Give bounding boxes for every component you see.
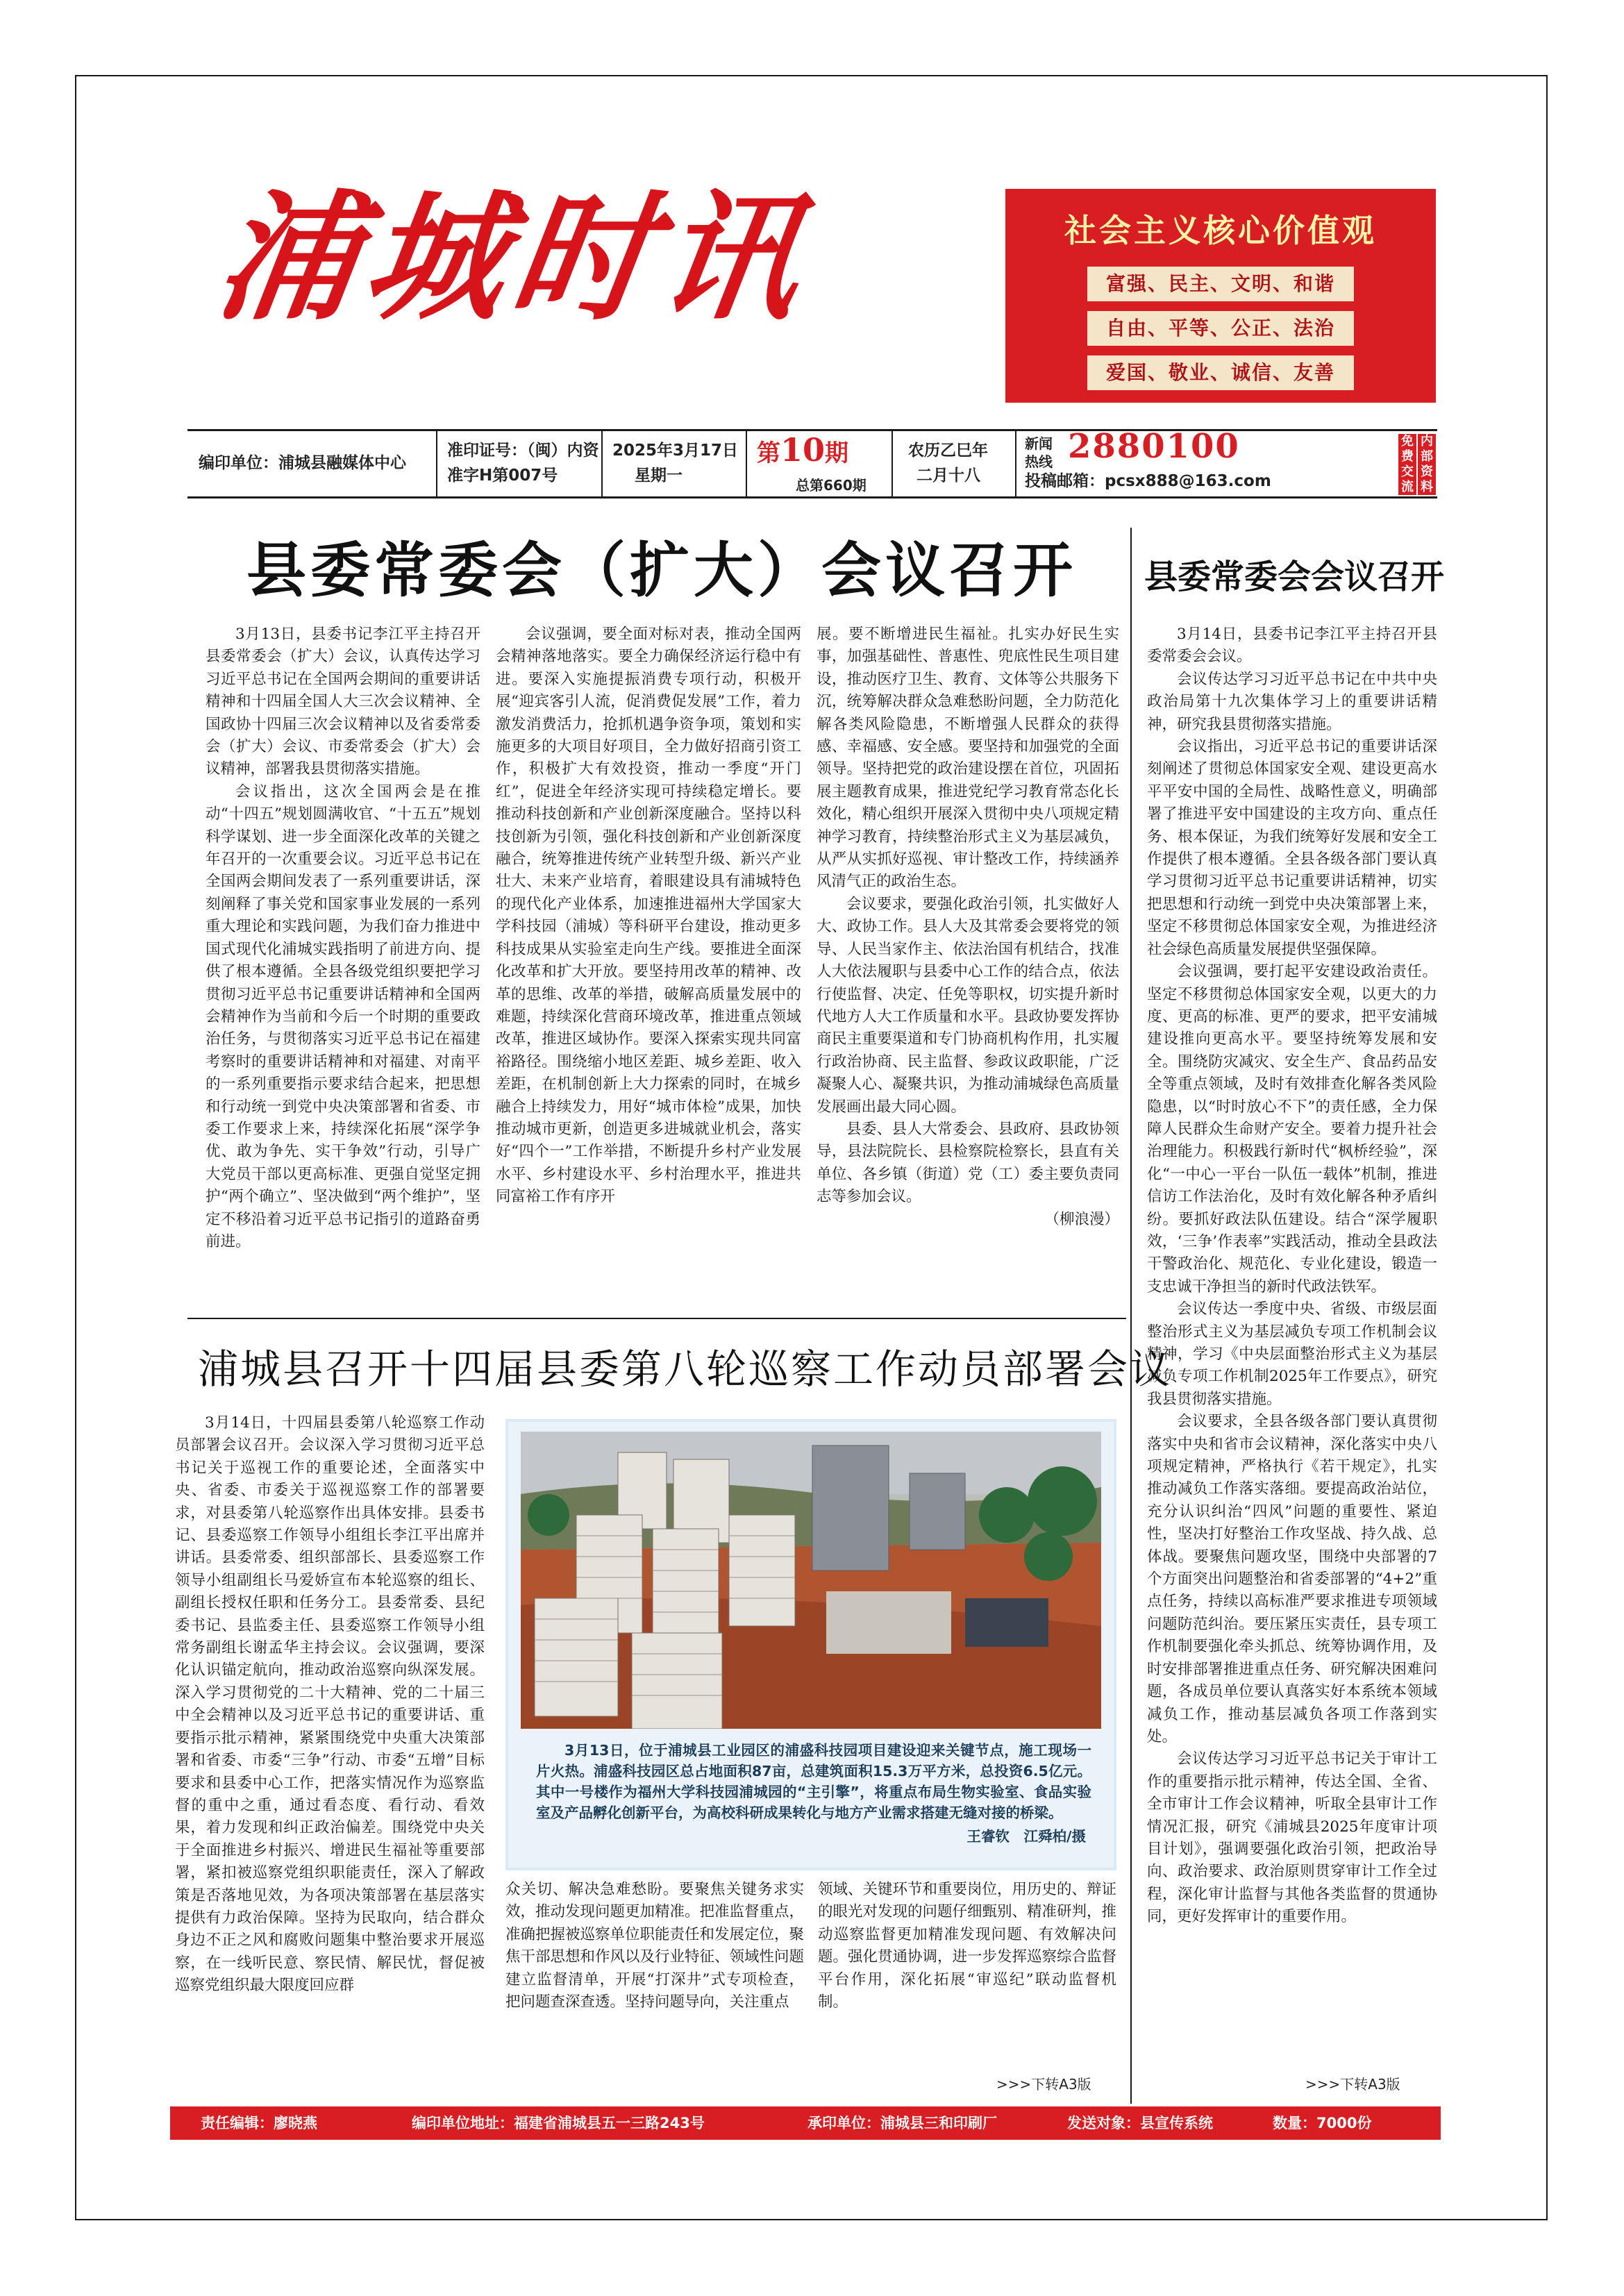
lunar-day: 二月十八	[916, 467, 980, 485]
footer-quantity: 数量：7000份	[1273, 2115, 1372, 2131]
date-cell	[603, 431, 747, 496]
photo-credit: 王睿钦 江舜柏/摄	[966, 1828, 1086, 1845]
issue-total: 总第660期	[796, 477, 867, 494]
core-values-line-1: 富强、民主、文明、和谐	[1087, 267, 1354, 301]
free-exchange-tag: 免费交流	[1398, 434, 1416, 495]
article1-paragraph: 会议强调，要全面对标对表，推动全国两会精神落地落实。要全力确保经济运行稳中有进。要深入实施提振消费专项行动，积极开展“迎宾客引人流，促消费促发展”工作，着力激发消费活力，抢抓机遇争资争项，策划和实施更多的大项目好项目，全力做好招商引资工作，积极扩大有效投资，推动一季度“开门红”，促进全年经济实现可持续稳定增长。要推动科技创新和产业创新深度融合。坚持以科技创新为引领，强化科技创新和产业创新深度融合，统筹推进传统产业转型升级、新兴产业壮大、未来产业培育，着眼建设具有浦城特色的现代化产业体系，加速推进福州大学国家大学科技园（浦城）等科研平台建设，推动更多科技成果从实验室走向生产线。要推进全面深化改革和扩大开放。要坚持用改革的精神、改革的思维、改革的举措，破解高质量发展中的难题，持续深化营商环境改革，推进重点领域改革，推进区域协作。要深入探索实现共同富裕路径。围绕缩小地区差距、城乡差距、收入差距，在机制创新上大力探索的同时，在城乡融合上持续发力，用好“城市体检”成果，加快推动城市更新，创造更多进城就业机会，落实好“四个一”工作举措，不断提升乡村产业发展水平、乡村建设水平、乡村治理水平，推进共同富裕工作有序开	[496, 626, 801, 1206]
hotline-number: 2880100	[1068, 427, 1240, 466]
hotline-label-2: 热线	[1025, 453, 1053, 470]
article1-byline: （柳浪漫）	[1044, 1210, 1119, 1228]
core-values-title: 社会主义核心价值观	[1064, 212, 1377, 249]
footer-bar	[170, 2106, 1441, 2140]
article2-column-1	[175, 1412, 485, 2083]
core-values-box	[1005, 189, 1436, 403]
internal-material-tag: 内部资料	[1418, 434, 1436, 495]
side-article-paragraph: 会议强调，要打起平安建设政治责任。坚定不移贯彻总体国家安全观，以更大的力度、更高的标准、更严的要求，把平安浦城建设推向更高水平。要坚持统筹发展和安全。围绕防灾减灾、安全生产、食品药品安全等重点领域，及时有效排查化解各类风险隐患，以“时时放心不下”的责任感，全力保障人民群众生命财产安全。要着力提升社会治理能力。积极践行新时代“枫桥经验”，深化“一中心一平台一队伍一载体”机制，推进信访工作法治化，及时有效化解各种矛盾纠纷。要抓好政法队伍建设。结合“深学履职效，‘三争’作表率”实践活动，推动全县政法干警政治化、规范化、专业化建设，锻造一支忠诚干净担当的新时代政法铁军。	[1147, 963, 1437, 1296]
footer-recipients: 发送对象：县宣传系统	[1067, 2115, 1213, 2131]
core-values-line-2: 自由、平等、公正、法治	[1087, 311, 1354, 346]
article1-column-1	[206, 623, 480, 1290]
issue-info-bar	[187, 429, 1437, 498]
permit-line-2: 准字H第007号	[447, 467, 558, 485]
issue-prefix: 第	[757, 439, 780, 467]
article1-paragraph: 县委、县人大常委会、县政府、县政协领导，县法院院长、县检察院检察长，县直有关单位、各乡镇（街道）党（工）委主要负责同志等参加会议。	[817, 1120, 1119, 1206]
article1-paragraph: 会议指出，这次全国两会是在推动“十四五”规划圆满收官、“十五五”规划科学谋划、进一步全面深化改革的关键之年召开的一次重要会议。习近平总书记在全国两会期间发表了一系列重要讲话，深刻阐释了事关党和国家事业发展的一系列重大理论和实践问题，为我们奋力推进中国式现代化浦城实践指明了前进方向、提供了根本遵循。全县各级党组织要把学习贯彻习近平总书记重要讲话精神和全国两会精神作为当前和今后一个时期的重要政治任务，与贯彻落实习近平总书记在福建考察时的重要讲话精神和对福建、对南平的一系列重要指示要求结合起来，把思想和行动统一到党中央决策部署和省委、市委工作要求上来，持续深化拓展“深学争优、敢为争先、实干争效”行动，引导广大党员干部以更高标准、更强自觉坚定拥护“两个确立”、坚决做到“两个维护”，坚定不移沿着习近平总书记指引的道路奋勇前进。	[206, 782, 480, 1250]
side-article-paragraph: 会议传达一季度中央、省级、市级层面整治形式主义为基层减负专项工作机制会议精神，学习《中央层面整治形式主义为基层减负专项工作机制2025年工作要点》，研究我县贯彻落实措施。	[1147, 1300, 1437, 1408]
article1-column-3	[817, 623, 1119, 1290]
side-headline: 县委常委会会议召开	[1144, 558, 1445, 596]
article1-paragraph: 3月13日，县委书记李江平主持召开县委常委会（扩大）会议，认真传达学习习近平总书记在全国两会期间的重要讲话精神和十四届全国人大三次会议精神、全国政协十四届三次会议精神以及省委常委会（扩大）会议、市委常委会（扩大）会议精神，部署我县贯彻落实措施。	[206, 626, 480, 778]
hotline-cell	[1016, 427, 1391, 496]
publisher-cell	[187, 431, 437, 496]
publisher-text: 编印单位：浦城县融媒体中心	[199, 454, 406, 472]
footer-editor: 责任编辑：廖晓燕	[201, 2115, 317, 2131]
news-photo-panel	[505, 1419, 1116, 1870]
permit-cell	[437, 431, 603, 496]
article2-column-2	[505, 1879, 804, 2081]
newspaper-title: 浦城时讯	[207, 176, 819, 340]
article2-paragraph: 领域、关键环节和重要岗位，用历史的、辩证的眼光对发现的问题仔细甄别、精准研判，推动巡察监督更加精准发现问题、有效解决问题。强化贯通协调，进一步发挥巡察综合监督平台作用，深化拓展“审巡纪”联动监督机制。	[818, 1881, 1116, 2011]
article2-paragraph: 3月14日，十四届县委第八轮巡察工作动员部署会议召开。会议深入学习贯彻习近平总书记关于巡视工作的重要论述，全面落实中央、省委、市委关于巡视巡察工作的部署要求，对县委第八轮巡察作出具体安排。县委书记、县委巡察工作领导小组组长李江平出席并讲话。县委常委、组织部部长、县委巡察工作领导小组副组长马爱娇宣布本轮巡察的组长、副组长授权任职和任务分工。县委常委、县纪委书记、县监委主任、县委巡察工作领导小组常务副组长谢孟华主持会议。会议强调，要深化认识锚定航向，推动政治巡察向纵深发展。深入学习贯彻党的二十大精神、党的二十届三中全会精神以及习近平总书记的重要讲话、重要指示批示精神，紧紧围绕党中央重大决策部署和省委、市委“三争”行动、市委“五增”目标要求和县委中心工作，把落实情况作为巡察监督的重中之重，通过看态度、看行动、看效果，着力发现和纠正政治偏差。围绕党中央关于全面推进乡村振兴、增进民生福祉等重要部署，紧扣被巡察党组织职能责任，深入了解政策是否落地见效，为各项决策部署在基层落实提供有力政治保障。坚持为民取向，结合群众身边不正之风和腐败问题集中整治要求开展巡察，在一线听民意、察民情、解民忧，督促被巡察党组织最大限度回应群	[175, 1414, 485, 1995]
side-article-continued: >>>下转A3版	[1305, 2076, 1400, 2093]
article1-paragraph: 会议要求，要强化政治引领，扎实做好人大、政协工作。县人大及其常委会要将党的领导、人民当家作主、依法治国有机结合，找准人大依法履职与县委中心工作的结合点，依法行使监督、决定、任免等职权，切实提升新时代地方人大工作质量和水平。县政协要发挥协商民主重要渠道和专门协商机构作用，扎实履行政治协商、民主监督、参政议政职能，广泛凝聚人心、凝聚共识，为推动浦城绿色高质量发展画出最大同心圆。	[817, 895, 1119, 1116]
article1-paragraph: 展。要不断增进民生福祉。扎实办好民生实事，加强基础性、普惠性、兜底性民生项目建设，推动医疗卫生、教育、文体等公共服务下沉，统筹解决群众急难愁盼问题，全力防范化解各类风险隐患，不断增强人民群众的获得感、幸福感、安全感。要坚持和加强党的全面领导。坚持把党的政治建设摆在首位，巩固拓展主题教育成果，推进党纪学习教育常态化长效化，精心组织开展深入贯彻中央八项规定精神学习教育，持续整治形式主义为基层减负，从严从实抓好巡视、审计整改工作，持续涵养风清气正的政治生态。	[817, 626, 1119, 891]
article2-continued: >>>下转A3版	[996, 2076, 1091, 2093]
photo-caption: 3月13日，位于浦城县工业园区的浦盛科技园项目建设迎来关键节点，施工现场一片火热。浦盛科技园区总占地面积87亩，总建筑面积15.3万平方米，总投资6.5亿元。其中一号楼作为福州大学科技园浦城园的“主引擎”，将重点布局生物实验室、食品实验室及产品孵化创新平台，为高校科研成果转化与地方产业需求搭建无缝对接的桥梁。	[536, 1742, 1091, 1821]
second-headline: 浦城县召开十四届县委第八轮巡察工作动员部署会议	[198, 1346, 1173, 1393]
issue-number: 10	[780, 431, 826, 469]
side-article-paragraph: 会议要求，全县各级各部门要认真贯彻落实中央和省市会议精神，深化落实中央八项规定精神，严格执行《若干规定》，扎实推动减负工作落实落细。要提高政治站位，充分认识纠治“四风”问题的重要性、紧迫性，坚决打好整治工作攻坚战、持久战、总体战。要聚焦问题攻坚，围绕中央部署的7个方面突出问题整治和省委部署的“4+2”重点任务，持续以高标准严要求推进专项领域问题防范纠治。要压紧压实责任，县专项工作机制要强化牵头抓总、统筹协调作用，及时安排部署推进重点任务、研究解决困难问题，各成员单位要认真落实好本系统本领域减负工作，推动基层减负各项工作落到实处。	[1147, 1413, 1437, 1745]
lunar-date-cell	[893, 431, 1016, 496]
issue-weekday: 星期一	[635, 467, 683, 485]
footer-address: 编印单位地址：福建省浦城县五一三路243号	[412, 2115, 705, 2131]
submission-email: 投稿邮箱：pcsx888@163.com	[1025, 472, 1271, 490]
issue-suffix: 期	[825, 439, 849, 467]
article1-column-2	[496, 623, 801, 1290]
footer-printer: 承印单位：浦城县三和印刷厂	[807, 2115, 997, 2131]
column-divider	[1130, 528, 1132, 2104]
lead-headline: 县委常委会（扩大）会议召开	[246, 536, 1077, 605]
side-article-paragraph: 3月14日，县委书记李江平主持召开县委常委会会议。	[1147, 626, 1437, 666]
permit-line-1: 准印证号：（闽）内资	[447, 442, 599, 460]
issue-date: 2025年3月17日	[612, 442, 739, 460]
issue-number-cell	[747, 431, 893, 496]
article2-column-3	[818, 1879, 1116, 2038]
side-article-paragraph: 会议指出，习近平总书记的重要讲话深刻阐述了贯彻总体国家安全观、建设更高水平平安中国的全局性、战略性意义，明确部署了推进平安中国建设的主攻方向、重点任务、根本保证，为我们统筹好发展和安全工作提供了根本遵循。全县各级各部门要认真学习贯彻习近平总书记重要讲话精神，切实把思想和行动统一到党中央决策部署上来，坚定不移贯彻总体国家安全观，为推进经济社会绿色高质量发展提供坚强保障。	[1147, 738, 1437, 958]
article2-paragraph: 众关切、解决急难愁盼。要聚焦关键务求实效，推动发现问题更加精准。把准监督重点，准确把握被巡察单位职能责任和发展定位，聚焦干部思想和作风以及行业特征、领域性问题建立监督清单，开展“打深井”式专项检查，把问题查深查透。坚持问题导向，关注重点	[505, 1881, 804, 2011]
side-article-paragraph: 会议传达学习习近平总书记在中共中央政治局第十九次集体学习上的重要讲话精神，研究我县贯彻落实措施。	[1147, 670, 1437, 733]
side-article-body	[1147, 623, 1437, 2088]
side-article-paragraph: 会议传达学习习近平总书记关于审计工作的重要指示批示精神，传达全国、全省、全市审计工作会议精神，听取全县审计工作情况汇报，研究《浦城县2025年度审计项目计划》，强调要强化政治引领，把政治导向、政治要求、政治原则贯穿审计工作全过程，深化审计监督与其他各类监督的贯通协同，更好发挥审计的重要作用。	[1147, 1750, 1437, 1926]
section-divider	[187, 1318, 1126, 1319]
lunar-year: 农历乙巳年	[908, 442, 988, 460]
construction-site-photo	[521, 1432, 1101, 1729]
core-values-line-3: 爱国、敬业、诚信、友善	[1087, 355, 1354, 390]
hotline-label-1: 新闻	[1025, 435, 1053, 452]
